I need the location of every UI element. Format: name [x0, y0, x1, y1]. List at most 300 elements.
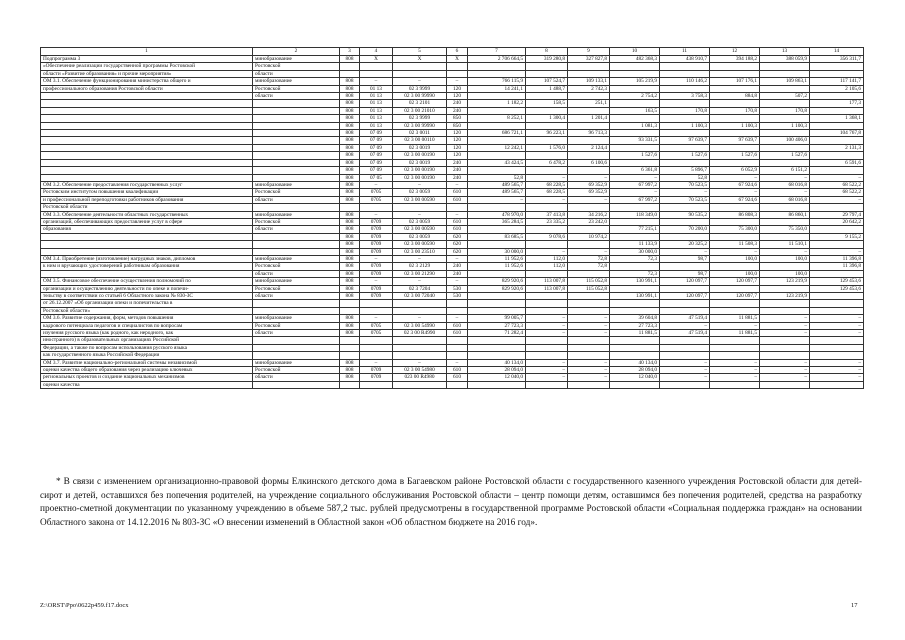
table-cell: 808 [340, 130, 360, 137]
table-cell: 686 721,1 [468, 130, 526, 137]
table-cell: 52,8 [468, 174, 526, 181]
table-row [41, 374, 864, 381]
table-cell [526, 70, 568, 77]
table-cell [760, 204, 810, 211]
table-cell [710, 63, 760, 70]
table-cell: 808 [340, 374, 360, 381]
row-title-cell [41, 144, 253, 151]
row-title-cell: «Обеспечение реализации государственной программы Ростовской [41, 63, 253, 70]
table-row [41, 322, 864, 329]
table-cell: 99 005,7 [468, 315, 526, 322]
table-cell: 96 713,3 [568, 130, 610, 137]
table-cell: 808 [340, 107, 360, 114]
table-cell [660, 70, 710, 77]
table-cell [526, 137, 568, 144]
table-cell [710, 344, 760, 351]
table-cell [393, 381, 447, 388]
row-title-cell: от 26.12.2007 «Об организации опеки и попечительства в [41, 300, 253, 307]
table-cell: 808 [340, 85, 360, 92]
table-cell: 489 565,7 [468, 189, 526, 196]
table-cell: 610 [447, 367, 468, 374]
table-cell: 12 242,1 [468, 144, 526, 151]
row-title-cell: области «Развитие образования» и прочие мероприятия» [41, 70, 253, 77]
table-cell [710, 115, 760, 122]
table-cell [393, 352, 447, 359]
table-cell: – [710, 374, 760, 381]
table-row [41, 107, 864, 114]
table-cell: 02 3 2101 [393, 100, 447, 107]
table-cell [610, 159, 660, 166]
table-cell: – [660, 359, 710, 366]
table-cell: 105 219,9 [610, 78, 660, 85]
table-cell: 0709 [360, 226, 393, 233]
table-cell: области [253, 93, 340, 100]
table-cell: 808 [340, 330, 360, 337]
table-cell [468, 63, 526, 70]
table-cell [568, 337, 610, 344]
table-cell [526, 107, 568, 114]
table-cell [610, 263, 660, 270]
table-cell: – [710, 248, 760, 255]
table-cell: 850 [447, 122, 468, 129]
table-cell [810, 107, 864, 114]
table-cell: – [393, 255, 447, 262]
table-cell: 12 040,0 [610, 374, 660, 381]
table-row [41, 130, 864, 137]
table-cell [393, 337, 447, 344]
row-title-cell: Подпрограмма 3 [41, 56, 253, 63]
table-cell: – [660, 248, 710, 255]
table-cell [610, 218, 660, 225]
table-cell [760, 285, 810, 292]
table-cell: – [810, 322, 864, 329]
table-cell [568, 344, 610, 351]
table-cell: – [447, 315, 468, 322]
table-cell [810, 352, 864, 359]
table-cell: 808 [340, 315, 360, 322]
table-cell [660, 263, 710, 270]
table-cell: 68 522,2 [810, 189, 864, 196]
table-cell [568, 293, 610, 300]
table-cell: 610 [447, 374, 468, 381]
table-cell: 530 [447, 293, 468, 300]
table-cell [468, 337, 526, 344]
table-cell: – [526, 330, 568, 337]
table-cell: – [393, 181, 447, 188]
table-cell [568, 167, 610, 174]
footer-file-path: Z:\ORST\Ppo\0622p459.f17.docx [40, 602, 129, 609]
table-cell: 1 100,3 [760, 122, 810, 129]
table-cell: 808 [340, 167, 360, 174]
table-cell: 6 151,2 [760, 167, 810, 174]
table-cell: 438 910,7 [660, 56, 710, 63]
column-number-header: 11 [660, 48, 710, 56]
row-title-cell: как государственного языка Российской Федерации [41, 352, 253, 359]
table-cell: 808 [340, 78, 360, 85]
table-cell: – [810, 196, 864, 203]
table-cell: 02 3 00 54980 [393, 367, 447, 374]
table-cell: 394 188,2 [710, 56, 760, 63]
table-cell [610, 204, 660, 211]
table-cell: 118 349,0 [610, 211, 660, 218]
table-cell [810, 63, 864, 70]
table-cell [447, 307, 468, 314]
table-cell: 489 565,7 [468, 181, 526, 188]
table-cell: 6 052,9 [710, 167, 760, 174]
table-cell: 01 13 [360, 85, 393, 92]
table-cell [340, 70, 360, 77]
table-cell: 482 368,3 [610, 56, 660, 63]
table-cell: 72,3 [610, 255, 660, 262]
table-cell [568, 300, 610, 307]
table-cell [710, 130, 760, 137]
table-cell: 02 3 00 99990 [393, 122, 447, 129]
table-cell: 01 13 [360, 93, 393, 100]
table-cell: 610 [447, 322, 468, 329]
table-cell [340, 337, 360, 344]
table-row [41, 248, 864, 255]
table-cell [526, 293, 568, 300]
table-cell: 14 241,1 [468, 85, 526, 92]
table-cell [610, 63, 660, 70]
table-cell: области [253, 374, 340, 381]
table-cell [340, 63, 360, 70]
table-cell: 11 508,3 [710, 241, 760, 248]
table-cell: 104 767,8 [810, 130, 864, 137]
table-cell: 02 3 00 00190 [393, 167, 447, 174]
table-row [41, 144, 864, 151]
table-cell: 1 527,6 [760, 152, 810, 159]
table-cell [710, 159, 760, 166]
table-cell [568, 63, 610, 70]
table-cell: 120 [447, 137, 468, 144]
table-cell: 170,8 [760, 107, 810, 114]
table-cell [810, 122, 864, 129]
table-row [41, 159, 864, 166]
table-cell: – [360, 315, 393, 322]
table-cell [660, 115, 710, 122]
column-number-header: 5 [393, 48, 447, 56]
table-cell: 1 527,6 [710, 152, 760, 159]
table-cell: – [360, 278, 393, 285]
row-title-cell [41, 100, 253, 107]
table-cell: 808 [340, 152, 360, 159]
footnote [40, 476, 862, 530]
table-cell: 11 952,6 [468, 263, 526, 270]
table-cell: 37 413,8 [526, 211, 568, 218]
table-cell: X [447, 56, 468, 63]
table-cell: 02 3 00 00590 [393, 241, 447, 248]
table-cell [710, 300, 760, 307]
table-cell [568, 381, 610, 388]
table-cell: 0709 [360, 263, 393, 270]
table-cell [468, 204, 526, 211]
table-cell [253, 381, 340, 388]
row-title-cell: организаций, обеспечивающих предоставление услуг в сфере [41, 218, 253, 225]
table-cell: области [253, 270, 340, 277]
table-cell: 02 3 00 99990 [393, 93, 447, 100]
table-cell: 02 3 2129 [393, 263, 447, 270]
table-cell: – [810, 359, 864, 366]
table-cell [660, 85, 710, 92]
table-cell [760, 159, 810, 166]
table-cell: 808 [340, 159, 360, 166]
table-cell: – [810, 374, 864, 381]
table-cell: 808 [340, 174, 360, 181]
table-row [41, 307, 864, 314]
table-cell: 808 [340, 255, 360, 262]
table-cell: 109 863,1 [760, 78, 810, 85]
table-row [41, 263, 864, 270]
table-cell [710, 218, 760, 225]
table-cell: – [760, 248, 810, 255]
table-cell: – [360, 255, 393, 262]
table-cell: Ростовской [253, 218, 340, 225]
table-cell [568, 204, 610, 211]
table-cell: 327 827,8 [568, 56, 610, 63]
table-cell [393, 70, 447, 77]
table-row [41, 63, 864, 70]
table-cell: Ростовской [253, 63, 340, 70]
table-row [41, 233, 864, 240]
table-cell [568, 270, 610, 277]
table-cell [468, 293, 526, 300]
table-cell: 02 3 00 00590 [393, 196, 447, 203]
column-number-header: 1 [41, 48, 253, 56]
table-cell: 1 182,2 [468, 100, 526, 107]
table-cell: 163,5 [610, 107, 660, 114]
row-title-cell: Ростовским институтом повышения квалификации [41, 189, 253, 196]
table-cell: 170,8 [710, 107, 760, 114]
table-cell: – [810, 367, 864, 374]
table-cell: 07 09 [360, 167, 393, 174]
table-cell: 808 [340, 248, 360, 255]
table-cell: 829 920,6 [468, 278, 526, 285]
table-cell: 93 331,5 [610, 137, 660, 144]
table-row [41, 167, 864, 174]
table-cell: 115 052,8 [568, 278, 610, 285]
table-cell [360, 344, 393, 351]
table-cell: 808 [340, 93, 360, 100]
table-row [41, 181, 864, 188]
table-cell: 07 09 [360, 159, 393, 166]
table-cell: – [710, 367, 760, 374]
table-cell: – [360, 211, 393, 218]
row-title-cell [41, 241, 253, 248]
table-cell: 02 3 00 00590 [393, 226, 447, 233]
table-cell: – [660, 367, 710, 374]
table-cell: 120 097,7 [710, 293, 760, 300]
table-cell: 808 [340, 122, 360, 129]
table-cell: 70 200,0 [660, 226, 710, 233]
table-cell [526, 204, 568, 211]
table-cell: 27 723,3 [610, 322, 660, 329]
table-cell: минобразование [253, 181, 340, 188]
table-cell [253, 167, 340, 174]
column-number-header: 13 [760, 48, 810, 56]
table-cell [393, 307, 447, 314]
table-cell: 610 [447, 226, 468, 233]
table-cell [568, 70, 610, 77]
table-cell [568, 226, 610, 233]
table-cell: 02 3 0059 [393, 189, 447, 196]
table-cell [340, 381, 360, 388]
row-title-cell: региональных проектов и создание национальных механизмов [41, 374, 253, 381]
table-cell [810, 70, 864, 77]
table-cell [810, 300, 864, 307]
table-cell [468, 93, 526, 100]
table-cell [660, 130, 710, 137]
table-cell [760, 63, 810, 70]
table-cell: – [447, 278, 468, 285]
row-title-cell: Ростовской области [41, 204, 253, 211]
table-cell [760, 218, 810, 225]
table-cell: 100,0 [710, 255, 760, 262]
table-cell [526, 270, 568, 277]
table-cell [568, 307, 610, 314]
table-cell [468, 152, 526, 159]
table-cell [526, 381, 568, 388]
table-cell [526, 167, 568, 174]
table-cell: 0705 [360, 189, 393, 196]
table-cell [610, 307, 660, 314]
table-cell: 8 252,1 [468, 115, 526, 122]
table-cell [610, 285, 660, 292]
table-cell: – [526, 374, 568, 381]
table-cell: 39 604,8 [610, 315, 660, 322]
table-cell: 9 155,2 [810, 233, 864, 240]
table-cell: 388 059,9 [760, 56, 810, 63]
table-cell: минобразование [253, 78, 340, 85]
table-cell: 02 3 9999 [393, 115, 447, 122]
table-cell [568, 152, 610, 159]
row-title-cell [41, 93, 253, 100]
table-cell: 68 228,5 [526, 189, 568, 196]
table-cell: области [253, 70, 340, 77]
column-number-header: 4 [360, 48, 393, 56]
table-cell: Ростовской [253, 189, 340, 196]
table-cell: 72,3 [610, 270, 660, 277]
table-cell: минобразование [253, 255, 340, 262]
row-title-cell [41, 159, 253, 166]
table-cell [253, 337, 340, 344]
table-cell: 120 [447, 85, 468, 92]
table-cell: 0705 [360, 322, 393, 329]
table-cell [660, 204, 710, 211]
table-cell [468, 344, 526, 351]
table-cell: 1 576,0 [526, 144, 568, 151]
row-title-cell: иностранного) в образовательных организациях Российской [41, 337, 253, 344]
table-cell: Ростовской [253, 85, 340, 92]
table-cell: 86 860,1 [760, 211, 810, 218]
table-cell: 251,1 [568, 100, 610, 107]
table-cell: 109 133,1 [568, 78, 610, 85]
table-cell [660, 144, 710, 151]
row-title-cell: профессионального образования Ростовской области [41, 85, 253, 92]
table-cell: 112,0 [526, 263, 568, 270]
table-cell: – [710, 189, 760, 196]
table-cell: 67 924,6 [710, 196, 760, 203]
table-row [41, 352, 864, 359]
table-cell: – [810, 174, 864, 181]
table-cell: – [568, 330, 610, 337]
row-title-cell [41, 248, 253, 255]
table-cell: – [393, 78, 447, 85]
table-cell [660, 63, 710, 70]
table-cell: минобразование [253, 359, 340, 366]
table-cell: – [760, 359, 810, 366]
table-cell [660, 352, 710, 359]
table-cell: 113 007,8 [526, 278, 568, 285]
row-title-cell: изучения русского языка (как родного, как неродного, как [41, 330, 253, 337]
table-cell: 28 094,0 [610, 367, 660, 374]
table-cell: 02 3 0059 [393, 218, 447, 225]
table-cell: 0705 [360, 196, 393, 203]
table-cell [468, 70, 526, 77]
row-title-cell: тельству в соответствии со статьей 6 Областного закона № 830-ЗС [41, 293, 253, 300]
table-cell: 6 361,8 [610, 167, 660, 174]
table-cell: 808 [340, 189, 360, 196]
table-cell: 507,2 [760, 93, 810, 100]
table-cell: 620 [447, 233, 468, 240]
table-cell: 02 3 0019 [393, 159, 447, 166]
table-cell: 02 3 00 21010 [393, 107, 447, 114]
table-cell [360, 70, 393, 77]
table-cell: 808 [340, 270, 360, 277]
table-cell [660, 100, 710, 107]
table-cell [468, 137, 526, 144]
table-cell: 90 535,2 [660, 211, 710, 218]
table-cell: 70 523,5 [660, 181, 710, 188]
table-cell: 120 097,7 [710, 278, 760, 285]
table-cell [526, 226, 568, 233]
table-cell: 107 176,1 [710, 78, 760, 85]
column-number-header: 7 [468, 48, 526, 56]
table-cell [760, 70, 810, 77]
table-cell: 610 [447, 189, 468, 196]
table-cell [340, 204, 360, 211]
table-row [41, 285, 864, 292]
column-number-header: 14 [810, 48, 864, 56]
table-cell: – [760, 315, 810, 322]
table-cell [526, 337, 568, 344]
table-cell: – [568, 174, 610, 181]
table-row [41, 293, 864, 300]
table-cell [568, 107, 610, 114]
table-cell: 120 [447, 144, 468, 151]
table-cell: 75 300,0 [710, 226, 760, 233]
table-row [41, 174, 864, 181]
table-cell: 97 639,7 [710, 137, 760, 144]
table-cell [810, 344, 864, 351]
table-cell [526, 241, 568, 248]
table-cell [760, 344, 810, 351]
table-cell: 02 3 9999 [393, 85, 447, 92]
table-cell: 01 13 [360, 107, 393, 114]
table-cell: 11 881,5 [610, 330, 660, 337]
table-cell: минобразование [253, 56, 340, 63]
table-cell: 5 896,7 [660, 167, 710, 174]
table-cell [253, 204, 340, 211]
table-cell: 02 3 00 00190 [393, 152, 447, 159]
table-cell: – [526, 315, 568, 322]
table-cell [447, 337, 468, 344]
table-cell: 808 [340, 322, 360, 329]
row-title-cell: образования [41, 226, 253, 233]
table-cell [610, 85, 660, 92]
table-cell [253, 352, 340, 359]
row-title-cell: ОМ 3.1. Обеспечение функционирования министерства общего и [41, 78, 253, 85]
